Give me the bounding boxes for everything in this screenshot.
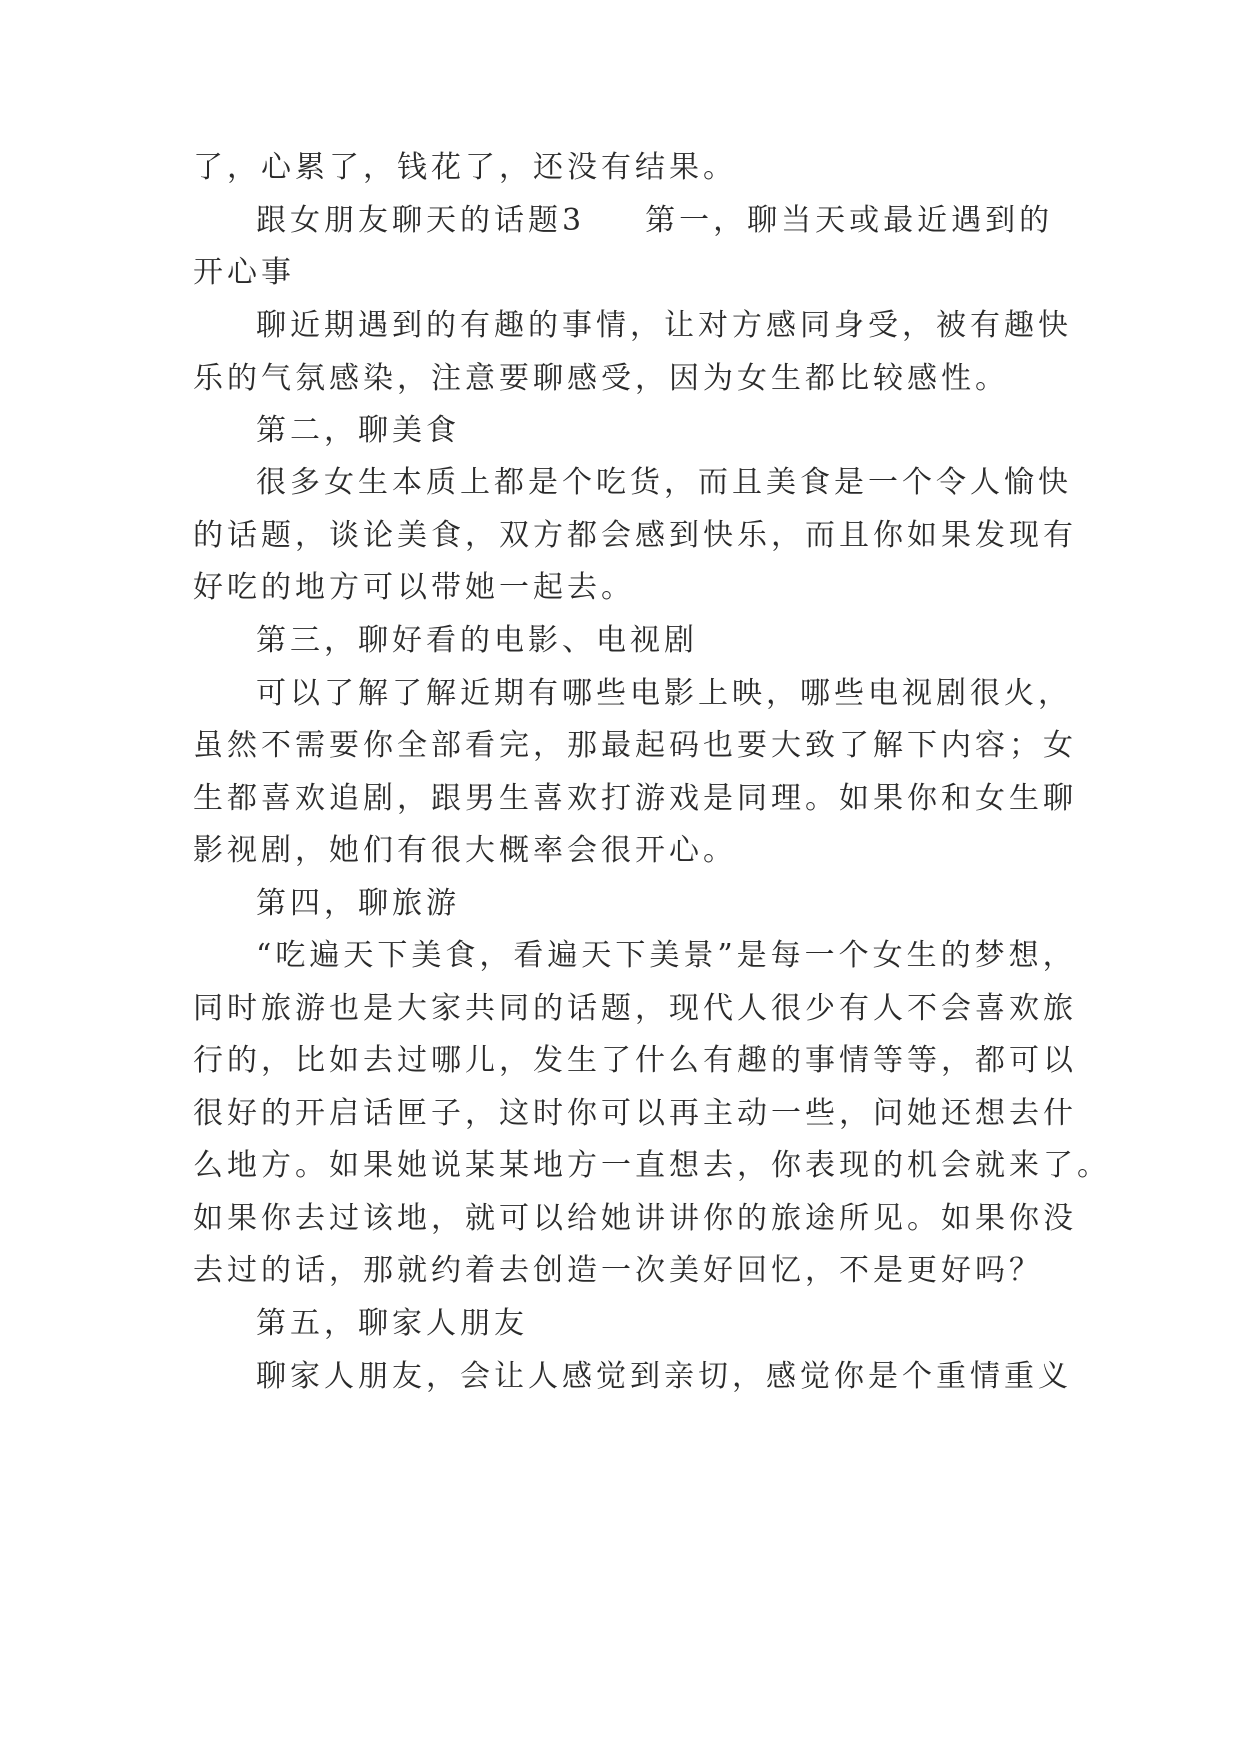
topic-heading: 第四，聊旅游 — [256, 886, 460, 921]
paragraph-line: 聊家人朋友，会让人感觉到亲切，感觉你是个重情重义 — [256, 1359, 1072, 1394]
paragraph-line: “吃遍天下美食，看遍天下美景”是每一个女生的梦想， — [256, 938, 1077, 973]
paragraph-line: 么地方。如果她说某某地方一直想去，你表现的机会就来了。 — [193, 1148, 1111, 1183]
paragraph-line: 同时旅游也是大家共同的话题，现代人很少有人不会喜欢旅 — [193, 991, 1077, 1026]
section-heading-line — [256, 201, 1076, 241]
topic-heading-continued: 开心事 — [193, 255, 295, 290]
paragraph-line: 好吃的地方可以带她一起去。 — [193, 570, 635, 605]
topic-heading: 第五，聊家人朋友 — [256, 1306, 528, 1341]
paragraph-line: 行的，比如去过哪儿，发生了什么有趣的事情等等，都可以 — [193, 1043, 1077, 1078]
text-line: 了，心累了，钱花了，还没有结果。 — [193, 150, 737, 185]
paragraph-line: 可以了解了解近期有哪些电影上映，哪些电视剧很火， — [256, 676, 1072, 711]
paragraph-line: 的话题，谈论美食，双方都会感到快乐，而且你如果发现有 — [193, 518, 1077, 553]
paragraph-line: 聊近期遇到的有趣的事情，让对方感同身受，被有趣快 — [256, 308, 1072, 343]
paragraph-line: 乐的气氛感染，注意要聊感受，因为女生都比较感性。 — [193, 361, 1009, 396]
paragraph-line: 如果你去过该地，就可以给她讲讲你的旅途所见。如果你没 — [193, 1201, 1077, 1236]
paragraph-line: 去过的话，那就约着去创造一次美好回忆，不是更好吗？ — [193, 1253, 1043, 1288]
paragraph-line: 很多女生本质上都是个吃货，而且美食是一个令人愉快 — [256, 465, 1072, 500]
topic-heading: 第一，聊当天或最近遇到的 — [645, 203, 1054, 238]
paragraph-line: 影视剧，她们有很大概率会很开心。 — [193, 833, 737, 868]
paragraph-line: 生都喜欢追剧，跟男生喜欢打游戏是同理。如果你和女生聊 — [193, 781, 1077, 816]
topic-heading: 第三，聊好看的电影、电视剧 — [256, 623, 698, 658]
paragraph-line: 很好的开启话匣子，这时你可以再主动一些，问她还想去什 — [193, 1096, 1077, 1131]
topic-heading: 第二，聊美食 — [256, 413, 460, 448]
paragraph-line: 虽然不需要你全部看完，那最起码也要大致了解下内容；女 — [193, 728, 1077, 763]
article-section-title: 跟女朋友聊天的话题3 — [256, 203, 586, 238]
